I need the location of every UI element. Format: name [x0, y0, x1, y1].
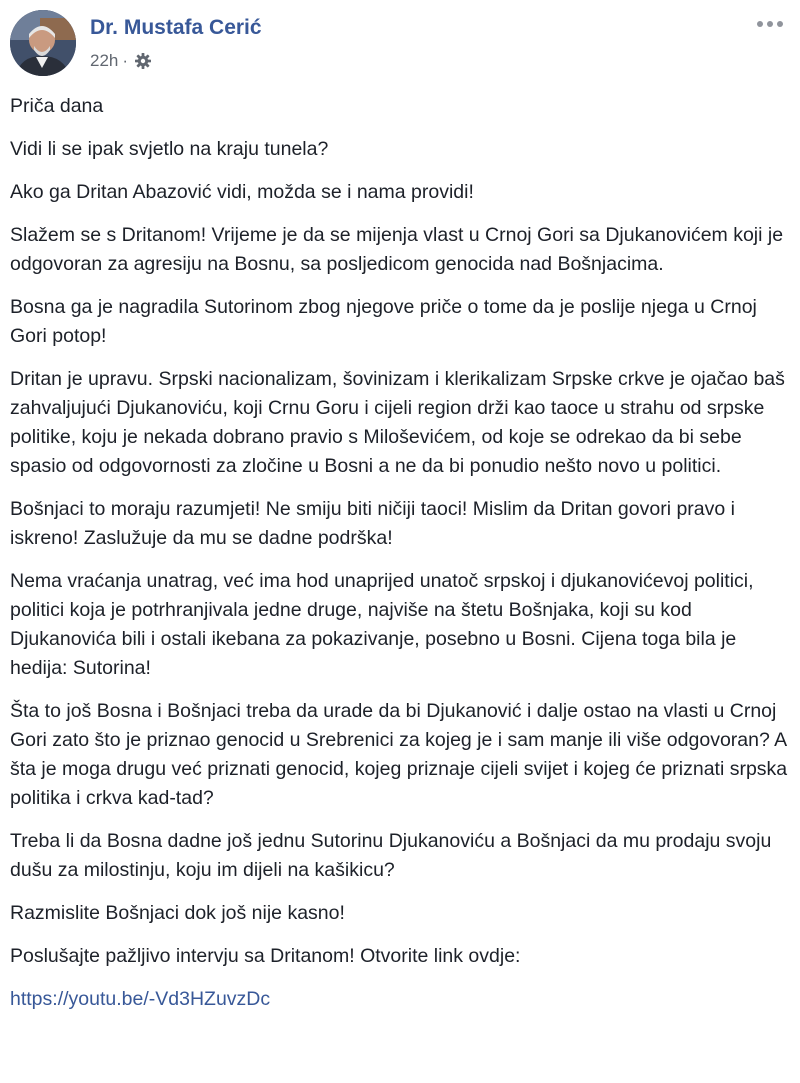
avatar-photo — [10, 10, 76, 76]
post-body — [10, 92, 792, 1028]
post-paragraph: Nema vraćanja unatrag, već ima hod unaprijed unatoč srpskoj i djukanovićevoj politici, politici koja je potrhranjivala jedne druge, najviše na štetu Bošnjaka, koji su kod Djukanovića bili i ostali ikebana za pokazivanje, posebno u Bosni. Cijena toga bila je hedija: Sutorina! — [10, 570, 754, 679]
youtube-link[interactable]: https://youtu.be/-Vd3HZuvzDc — [10, 988, 271, 1010]
post-paragraph: Treba li da Bosna dadne još jednu Sutorinu Djukanoviću a Bošnjaci da mu prodaju svoju dušu za milostinju, koju im dijeli na kašikicu? — [10, 830, 772, 881]
gear-icon[interactable] — [134, 52, 152, 70]
post-paragraph: Poslušajte pažljivo intervju sa Dritanom! Otvorite link ovdje: — [10, 945, 521, 967]
post-paragraph: Bošnjaci to moraju razumjeti! Ne smiju biti ničiji taoci! Mislim da Dritan govori pravo i iskreno! Zaslužuje da mu se dadne podrška! — [10, 498, 735, 549]
post-paragraph: Dritan je upravu. Srpski nacionalizam, šovinizam i klerikalizam Srpske crkve je ojačao baš zahvaljujući Djukanoviću, koji Crnu Goru i cijeli region drži kao taoce u strahu od srpske politike, koju je nekada dobrano pravio s Miloševićem, od koje se odrekao da bi sebe spasio od odgovornosti za zločine u Bosni a ne da bi ponudio nešto novo u politici. — [10, 368, 785, 477]
post-paragraph: Bosna ga je nagradila Sutorinom zbog njegove priče o tome da je poslije njega u Crnoj Gori potop! — [10, 296, 757, 347]
meta-separator: · — [122, 51, 129, 70]
more-options-icon[interactable] — [754, 12, 786, 36]
post-header — [10, 10, 790, 80]
post-meta — [90, 50, 152, 72]
post-paragraph: Vidi li se ipak svjetlo na kraju tunela? — [10, 138, 329, 160]
post-paragraph: Šta to još Bosna i Bošnjaci treba da urade da bi Djukanović i dalje ostao na vlasti u Crnoj Gori zato što je priznao genocid u Srebrenici za kojeg je i sam manje ili više odgovoran? A šta je moga drugu već priznati genocid, kojeg priznaje cijeli svijet i kojeg će priznati srpska politika i crkva kad-tad? — [10, 700, 788, 809]
post-paragraph: Ako ga Dritan Abazović vidi, možda se i nama providi! — [10, 181, 474, 203]
post-timestamp[interactable]: 22h — [90, 51, 119, 70]
author-name[interactable]: Dr. Mustafa Cerić — [90, 16, 262, 39]
avatar[interactable] — [10, 10, 76, 76]
post-paragraph: Slažem se s Dritanom! Vrijeme je da se mijenja vlast u Crnoj Gori sa Djukanovićem koji je odgovoran za agresiju na Bosnu, sa posljedicom genocida nad Bošnjacima. — [10, 224, 784, 275]
post-paragraph: Priča dana — [10, 95, 104, 117]
post-paragraph: Razmislite Bošnjaci dok još nije kasno! — [10, 902, 345, 924]
post-link-paragraph — [10, 985, 792, 1014]
